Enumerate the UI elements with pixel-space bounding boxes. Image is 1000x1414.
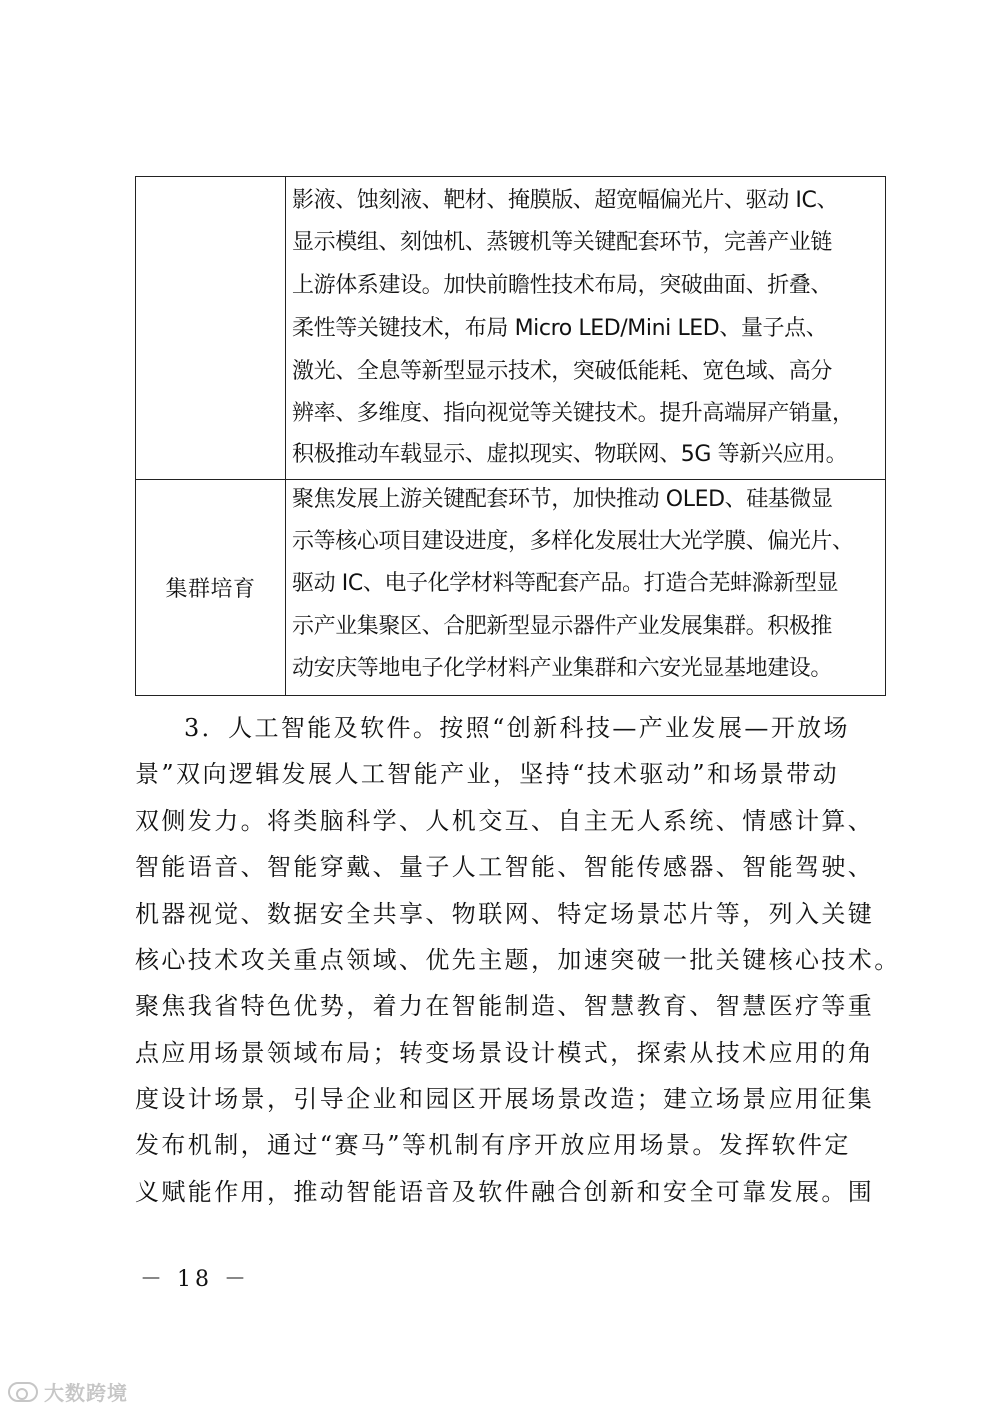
watermark	[8, 1377, 128, 1406]
table-cell-line: 聚焦发展上游关键配套环节，加快推动 OLED、硅基微显	[292, 487, 833, 512]
paragraph-line: 发布机制，通过“赛马”等机制有序开放应用场景。发挥软件定	[135, 1131, 851, 1159]
table-cell-line: 示产业集聚区、合肥新型显示器件产业发展集群。积极推	[292, 614, 833, 639]
paragraph-line: 点应用场景领域布局；转变场景设计模式，探索从技术应用的角	[135, 1039, 875, 1067]
paragraph-line: 景”双向逻辑发展人工智能产业，坚持“技术驱动”和场景带动	[135, 760, 840, 788]
table-cell-line: 影液、蚀刻液、靶材、掩膜版、超宽幅偏光片、驱动 IC、	[292, 188, 839, 213]
paragraph-line: 度设计场景，引导企业和园区开展场景改造；建立场景应用征集	[135, 1085, 875, 1113]
paragraph-line: 核心技术攻关重点领域、优先主题，加速突破一批关键核心技术。	[135, 946, 901, 974]
row-label: 集群培育	[165, 576, 256, 602]
paragraph-line: 3．人工智能及软件。按照“创新科技—产业发展—开放场	[184, 714, 850, 742]
paragraph-line: 义赋能作用，推动智能语音及软件融合创新和安全可靠发展。围	[135, 1178, 875, 1206]
table-column-divider	[285, 177, 286, 695]
table-cell-line: 积极推动车载显示、虚拟现实、物联网、5G 等新兴应用。	[292, 442, 848, 467]
table-cell-line: 动安庆等地电子化学材料产业集群和六安光显基地建设。	[292, 656, 833, 681]
table-row-2-label-cell	[136, 479, 285, 695]
paragraph-line: 机器视觉、数据安全共享、物联网、特定场景芯片等，列入关键	[135, 900, 875, 928]
paragraph-line: 双侧发力。将类脑科学、人机交互、自主无人系统、情感计算、	[135, 807, 875, 835]
table-cell-line: 柔性等关键技术，布局 Micro LED/Mini LED、量子点、	[292, 316, 828, 341]
table-cell-line: 上游体系建设。加快前瞻性技术布局，突破曲面、折叠、	[292, 273, 833, 298]
content-table	[135, 176, 886, 696]
table-cell-line: 示等核心项目建设进度，多样化发展壮大光学膜、偏光片、	[292, 529, 854, 554]
paragraph-line: 聚焦我省特色优势，着力在智能制造、智慧教育、智慧医疗等重	[135, 992, 875, 1020]
watermark-text: 大数跨境	[44, 1381, 128, 1405]
page-number: － 18 －	[140, 1267, 250, 1292]
brand-logo-icon	[8, 1382, 38, 1402]
table-cell-line: 激光、全息等新型显示技术，突破低能耗、宽色域、高分	[292, 359, 833, 384]
paragraph-line: 智能语音、智能穿戴、量子人工智能、智能传感器、智能驾驶、	[135, 853, 875, 881]
table-cell-line: 驱动 IC、电子化学材料等配套产品。打造合芜蚌滁新型显	[292, 571, 839, 596]
table-cell-line: 辨率、多维度、指向视觉等关键技术。提升高端屏产销量，	[292, 401, 854, 426]
table-cell-line: 显示模组、刻蚀机、蒸镀机等关键配套环节，完善产业链	[292, 230, 833, 255]
